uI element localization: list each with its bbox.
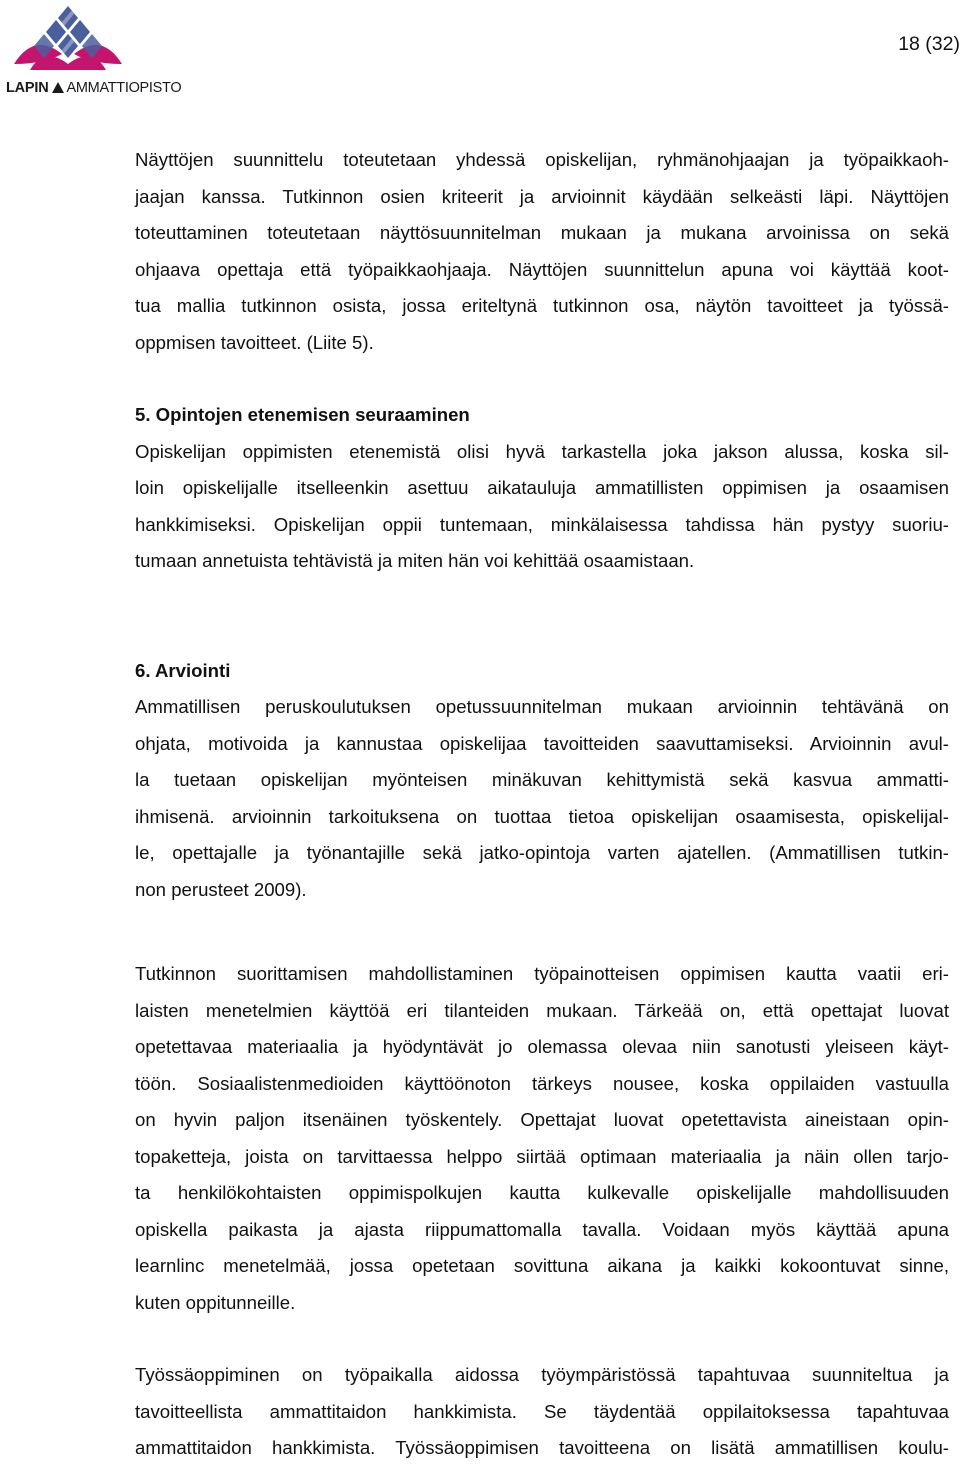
logo-text-ammattiopisto: AMMATTIOPISTO: [66, 80, 182, 96]
text-line: Ammatillisen peruskoulutuksen opetussuunnitelman mukaan arvioinnin tehtävänä on: [135, 696, 949, 717]
text-line: topaketteja, joista on tarvittaessa helppo siirtää optimaan materiaalia ja näin ollen tarjo-: [135, 1145, 949, 1167]
paragraph-arviointi: [135, 689, 949, 908]
page-number: 18 (32): [898, 33, 960, 55]
text-line: töön. Sosiaalistenmedioiden käyttöönoton tärkeys nousee, koska oppilaiden vastuulla: [135, 1072, 949, 1094]
text-line: Tutkinnon suorittamisen mahdollistaminen työpainotteisen oppimisen kautta vaatii eri-: [135, 963, 949, 984]
text-line: non perusteet 2009).: [135, 878, 307, 900]
paragraph-nayttojen: [135, 142, 949, 361]
logo-wordmark: [6, 80, 181, 96]
paragraph-opintojen: [135, 434, 949, 580]
text-line: ihmisenä. arvioinnin tarkoituksena on tuottaa tietoa opiskelijan osaamisesta, opiskelijal-: [135, 805, 949, 827]
text-line: Opiskelijan oppimisten etenemistä olisi hyvä tarkastella joka jakson alussa, koska sil-: [135, 440, 949, 462]
document-body: [135, 142, 949, 1467]
text-line: la tuetaan opiskelijan myönteisen minäkuvan kehittymistä sekä kasvua ammatti-: [135, 769, 949, 790]
text-line: le, opettajalle ja työnantajille sekä jatko-opintoja varten ajatellen. (Ammatillisen tutkin-: [135, 842, 949, 863]
text-line: oppmisen tavoitteet. (Liite 5).: [135, 331, 374, 353]
text-line: laisten menetelmien käyttöä eri tilanteiden mukaan. Tärkeää on, että opettajat luovat: [135, 999, 949, 1021]
text-line: toteuttaminen toteutetaan näyttösuunnitelman mukaan ja mukana arvoinissa on sekä: [135, 222, 949, 243]
section-heading-5: 5. Opintojen etenemisen seuraaminen: [135, 404, 470, 425]
section-heading-6: 6. Arviointi: [135, 659, 231, 681]
text-line: on hyvin paljon itsenäinen työskentely. Opettajat luovat opetettavista aineistaan opin-: [135, 1109, 949, 1130]
text-line: loin opiskelijalle itselleenkin asettuu aikatauluja ammatillisten oppimisen ja osaamisen: [135, 477, 949, 498]
paragraph-tyossaoppiminen: [135, 1357, 949, 1467]
text-line: ohjata, motivoida ja kannustaa opiskelijaa tavoitteiden saavuttamiseksi. Arvioinnin avul-: [135, 732, 949, 754]
text-line: ta henkilökohtaisten oppimispolkujen kautta kulkevalle opiskelijalle mahdollisuuden: [135, 1182, 949, 1203]
text-line: hankkimiseksi. Opiskelijan oppii tuntemaan, minkälaisessa tahdissa hän pystyy suoriu-: [135, 513, 949, 535]
text-line: kuten oppitunneille.: [135, 1291, 296, 1313]
text-line: tua mallia tutkinnon osista, jossa eriteltynä tutkinnon osa, näytön tavoitteet ja työssä-: [135, 295, 949, 316]
lapin-ammattiopisto-logo: [4, 2, 180, 98]
text-line: tavoitteellista ammattitaidon hankkimista. Se täydentää oppilaitoksessa tapahtuvaa: [135, 1400, 949, 1422]
paragraph-tutkinnon: [135, 956, 949, 1321]
lotus-emblem-icon: [4, 2, 180, 82]
text-line: ohjaava opettaja että työpaikkaohjaaja. Näyttöjen suunnittelun apuna voi käyttää koot-: [135, 258, 949, 280]
logo-triangle-icon: [52, 82, 64, 93]
text-line: ammattitaidon hankkimista. Työssäoppimisen tavoitteena on lisätä ammatillisen koulu-: [135, 1437, 949, 1458]
text-line: learnlinc menetelmää, jossa opetetaan sovittuna aikana ja kaikki kokoontuvat sinne,: [135, 1255, 949, 1276]
text-line: Näyttöjen suunnittelu toteutetaan yhdessä opiskelijan, ryhmänohjaajan ja työpaikkaoh-: [135, 149, 949, 170]
text-line: jaajan kanssa. Tutkinnon osien kriteerit ja arvioinnit käydään selkeästi läpi. Näyttöjen: [135, 185, 949, 207]
text-line: opetettavaa materiaalia ja hyödyntävät jo olemassa olevaa niin sanotusti yleiseen käyt-: [135, 1036, 949, 1057]
text-line: tumaan annetuista tehtävistä ja miten hän voi kehittää osaamistaan.: [135, 550, 695, 571]
text-line: Työssäoppiminen on työpaikalla aidossa työympäristössä tapahtuvaa suunniteltua ja: [135, 1364, 949, 1385]
text-line: opiskella paikasta ja ajasta riippumattomalla tavalla. Voidaan myös käyttää apuna: [135, 1218, 949, 1240]
logo-text-lapin: LAPIN: [6, 80, 49, 96]
